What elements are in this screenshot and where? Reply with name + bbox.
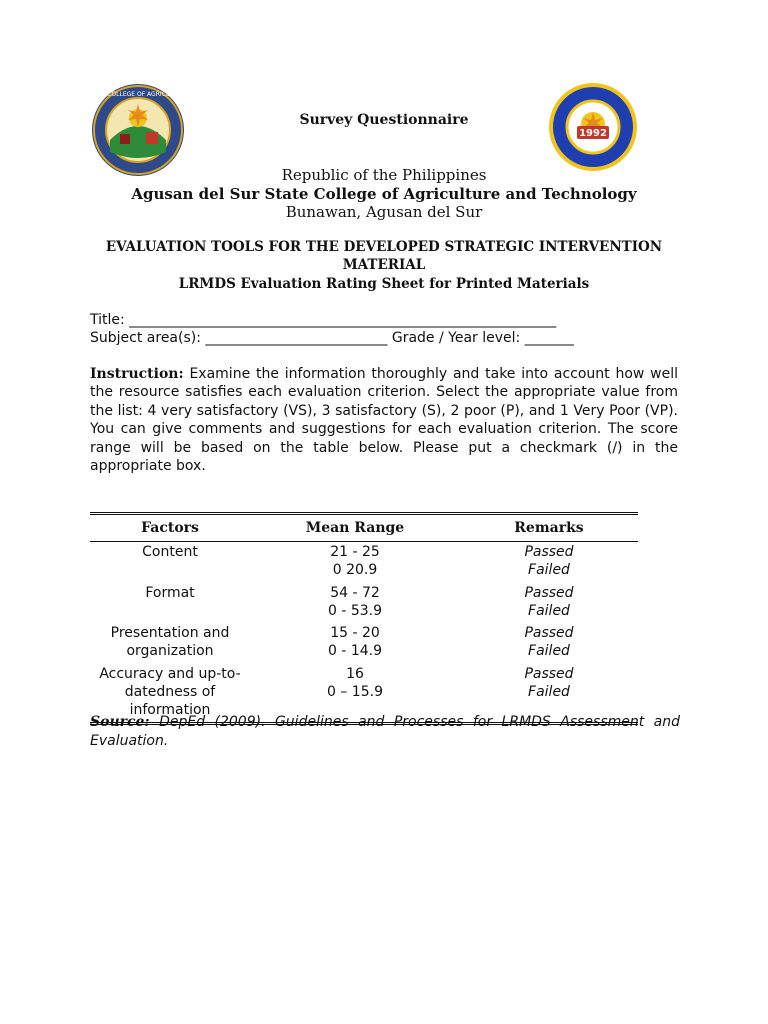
range-cell: 54 - 72 0 - 53.9 — [327, 584, 383, 619]
title-label: Title: — [90, 312, 125, 328]
instruction-text: Examine the information thoroughly and take into account how well the resource satisfies each evaluation criterion. Select the appropriate value from the list: 4 very satisfactory (VS), 3 satisfactory (S), 2 poor (P), and 1 Very Poor (VP). You can give comments and suggestions for each evaluation criterion. The score range will be based on the table below. Please put a checkmark (/) in the appropriate box. — [90, 366, 678, 475]
right-seal-year: 1992 — [579, 128, 607, 139]
header-factors: Factors — [90, 514, 250, 542]
country-line: Republic of the Philippines — [281, 166, 487, 184]
title-field-row — [90, 312, 556, 328]
evaluation-heading-line2: MATERIAL — [342, 257, 426, 273]
remark-cell: Passed Failed — [524, 584, 574, 619]
range-cell: 15 - 20 0 - 14.9 — [327, 625, 383, 660]
document-title: Survey Questionnaire — [299, 112, 469, 128]
table-row — [90, 620, 638, 661]
subject-label: Subject area(s): — [90, 330, 201, 346]
remark-cell: Passed Failed — [524, 625, 574, 660]
subject-blank[interactable]: __________________________ — [205, 330, 388, 346]
remark-cell: Passed Failed — [460, 661, 638, 723]
header-mean-range: Mean Range — [250, 514, 460, 542]
remark-cell: Passed Failed — [524, 544, 574, 579]
grade-blank[interactable]: _______ — [524, 330, 574, 346]
college-seal-icon — [90, 82, 186, 178]
instruction-paragraph — [90, 365, 678, 475]
factor-cell: Accuracy and up-to-datedness of information — [90, 661, 250, 723]
table-row — [90, 542, 638, 580]
grade-label: Grade / Year level: — [391, 330, 521, 346]
table-row — [90, 580, 638, 621]
left-seal-ring-text: STATE COLLEGE OF AGRICULTURE — [90, 91, 186, 98]
table-header-row — [90, 514, 638, 542]
title-blank[interactable]: _____________________________________________________________ — [129, 312, 557, 328]
source-citation — [90, 713, 680, 751]
instruction-label: Instruction: — [90, 366, 184, 382]
range-cell: 16 0 – 15.9 — [250, 661, 460, 723]
range-cell: 21 - 25 0 20.9 — [330, 544, 380, 579]
institution-name: Agusan del Sur State College of Agriculture and Technology — [131, 185, 637, 203]
subject-grade-row — [90, 330, 574, 346]
evaluation-heading-line1: EVALUATION TOOLS FOR THE DEVELOPED STRATEGIC INTERVENTION — [105, 239, 663, 255]
factor-cell: Presentation and organization — [110, 625, 230, 660]
source-text: DepEd (2009). Guidelines and Processes for LRMDS Assessment and Evaluation. — [90, 714, 681, 749]
factor-cell: Content — [142, 544, 198, 560]
evaluation-subheading: LRMDS Evaluation Rating Sheet for Printed Materials — [178, 276, 590, 292]
score-range-table — [90, 512, 638, 725]
factor-cell: Format — [145, 584, 195, 601]
source-label: Source: — [90, 714, 150, 730]
institution-location: Bunawan, Agusan del Sur — [285, 203, 483, 221]
header-remarks: Remarks — [460, 514, 638, 542]
